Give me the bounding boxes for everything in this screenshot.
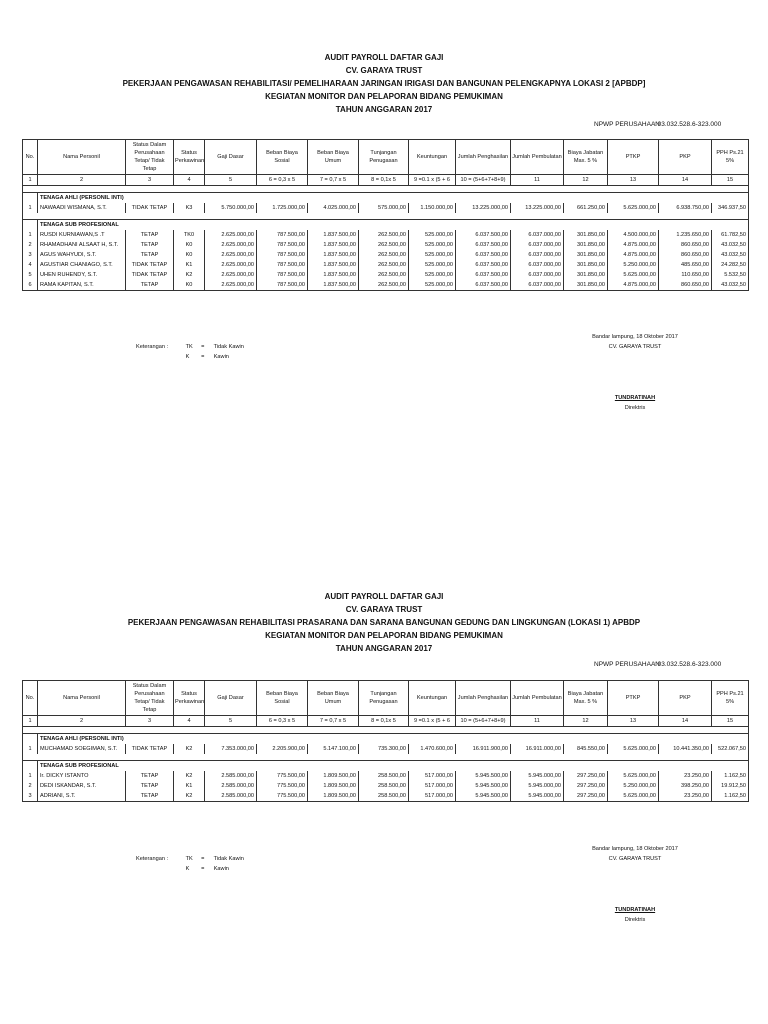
cell-value: 262.500,00 <box>359 230 409 240</box>
col-number: 9 =0.1 x (5 + 6 <box>409 175 456 186</box>
cell-no: 4 <box>23 260 38 270</box>
col-number: 3 <box>126 716 174 727</box>
cell-no: 6 <box>23 280 38 291</box>
cell-value: 2.625.000,00 <box>205 260 257 270</box>
col-header: Jumlah Pembulatan <box>511 140 564 175</box>
legend-text: Kawin <box>213 354 229 360</box>
cell-no: 3 <box>23 250 38 260</box>
cell-status: TIDAK TETAP <box>126 270 174 280</box>
cell-value: 6.037.000,00 <box>511 230 564 240</box>
col-header: Jumlah Penghasilan <box>456 140 511 175</box>
cell-value: 775.500,00 <box>257 771 308 781</box>
col-number: 2 <box>38 175 126 186</box>
col-header: PTKP <box>608 140 659 175</box>
col-number: 13 <box>608 716 659 727</box>
col-number: 12 <box>564 716 608 727</box>
cell-value: 398.250,00 <box>659 781 712 791</box>
col-number: 10 = (5+6+7+8+9) <box>456 175 511 186</box>
fiscal-year: TAHUN ANGGARAN 2017 <box>335 644 433 653</box>
cell-value: 5.625.000,00 <box>608 771 659 781</box>
col-header: Status Perkawinan <box>174 681 205 716</box>
cell-name: UHEN RUHENDY, S.T. <box>38 270 126 280</box>
col-header: Keuntungan <box>409 681 456 716</box>
cell-value: 2.625.000,00 <box>205 230 257 240</box>
group-row <box>23 220 749 231</box>
cell-value: 6.938.750,00 <box>659 203 712 213</box>
col-header: Status Dalam Perusahaan Tetap/ Tidak Tetap <box>126 140 174 175</box>
col-number: 5 <box>205 175 257 186</box>
cell-value: 5.147.100,00 <box>308 744 359 754</box>
col-number: 3 <box>126 175 174 186</box>
col-header: Status Dalam Perusahaan Tetap/ Tidak Tetap <box>126 681 174 716</box>
cell-value: 787.500,00 <box>257 250 308 260</box>
cell-value: 2.205.900,00 <box>257 744 308 754</box>
cell-value: 5.945.000,00 <box>511 791 564 802</box>
signature-company: CV. GARAYA TRUST <box>608 344 662 350</box>
cell-value: 485.650,00 <box>659 260 712 270</box>
col-header: PPH Ps.21 5% <box>712 140 749 175</box>
cell-value: 2.625.000,00 <box>205 280 257 291</box>
cell-value: 5.625.000,00 <box>608 744 659 754</box>
cell-status: TETAP <box>126 250 174 260</box>
cell-value: 262.500,00 <box>359 270 409 280</box>
cell-value: 5.250.000,00 <box>608 260 659 270</box>
cell-value: 7.353.000,00 <box>205 744 257 754</box>
legend-code: K <box>185 866 190 872</box>
cell-status: TETAP <box>126 240 174 250</box>
cell-value: 4.875.000,00 <box>608 250 659 260</box>
col-header: Tunjangan Penugasan <box>359 681 409 716</box>
cell-name: RAMA KAPITAN, S.T. <box>38 280 126 291</box>
col-number: 6 = 0,3 x 5 <box>257 175 308 186</box>
cell-no: 3 <box>23 791 38 802</box>
group-label-expert: TENAGA AHLI (PERSONIL INTI) <box>38 193 749 204</box>
table-row <box>23 230 749 240</box>
cell-marital: K2 <box>174 791 205 802</box>
cell-marital: K1 <box>174 260 205 270</box>
col-header: Tunjangan Penugasan <box>359 140 409 175</box>
cell-value: 6.037.500,00 <box>456 240 511 250</box>
col-header: Gaji Dasar <box>205 140 257 175</box>
document-header <box>0 51 768 116</box>
cell-value: 19.912,50 <box>712 781 749 791</box>
cell-value: 525.000,00 <box>409 270 456 280</box>
cell-value: 5.945.500,00 <box>456 791 511 802</box>
legend-eq: = <box>201 354 205 360</box>
cell-value: 1.837.500,00 <box>308 270 359 280</box>
cell-no: 5 <box>23 270 38 280</box>
cell-value: 346.937,50 <box>712 203 749 213</box>
col-number: 8 = 0,1x 5 <box>359 716 409 727</box>
cell-value: 1.235.650,00 <box>659 230 712 240</box>
table-row <box>23 771 749 781</box>
table-row <box>23 260 749 270</box>
cell-marital: TK0 <box>174 230 205 240</box>
cell-value: 1.837.500,00 <box>308 230 359 240</box>
cell-value: 258.500,00 <box>359 791 409 802</box>
cell-value: 2.625.000,00 <box>205 270 257 280</box>
cell-value: 5.750.000,00 <box>205 203 257 213</box>
cell-value: 1.809.500,00 <box>308 781 359 791</box>
cell-value: 110.650,00 <box>659 270 712 280</box>
cell-value: 43.032,50 <box>712 280 749 291</box>
cell-value: 258.500,00 <box>359 781 409 791</box>
cell-marital: K0 <box>174 250 205 260</box>
cell-marital: K2 <box>174 270 205 280</box>
cell-value: 43.032,50 <box>712 240 749 250</box>
cell-value: 2.625.000,00 <box>205 250 257 260</box>
npwp-value: : 03.032.528.6-323.000 <box>654 661 722 668</box>
cell-name: MUCHAMAD SOEGIMAN, S.T. <box>38 744 126 754</box>
legend-text: Tidak Kawin <box>213 344 244 350</box>
cell-value: 787.500,00 <box>257 240 308 250</box>
spacer-row <box>23 186 749 193</box>
cell-value: 522.067,50 <box>712 744 749 754</box>
cell-value: 6.037.500,00 <box>456 260 511 270</box>
legend-eq: = <box>201 856 205 862</box>
col-header: Biaya Jabatan Max. 5 % <box>564 681 608 716</box>
cell-name: AGUSTIAR CHANIAGO, S.T. <box>38 260 126 270</box>
table-row <box>23 781 749 791</box>
col-number: 11 <box>511 716 564 727</box>
group-label-sub: TENAGA SUB PROFESIONAL <box>38 761 749 772</box>
cell-value: 1.150.000,00 <box>409 203 456 213</box>
col-number: 2 <box>38 716 126 727</box>
cell-value: 1.470.600,00 <box>409 744 456 754</box>
cell-value: 4.025.000,00 <box>308 203 359 213</box>
signer-name: TUNDRATINAH <box>614 907 656 913</box>
legend-label: Keterangan : <box>136 856 169 862</box>
cell-no: 1 <box>23 744 38 754</box>
spacer-row <box>23 727 749 734</box>
project-title: PEKERJAAN PENGAWASAN REHABILITASI PRASARANA DAN SARANA BANGUNAN GEDUNG DAN LINGKUNGAN (LOKASI 1) APBDP <box>127 618 641 627</box>
cell-name: NAWAADI WISMANA, S.T. <box>38 203 126 213</box>
cell-marital: K1 <box>174 781 205 791</box>
cell-value: 301.850,00 <box>564 260 608 270</box>
cell-value: 5.250.000,00 <box>608 781 659 791</box>
col-number: 13 <box>608 175 659 186</box>
cell-value: 1.837.500,00 <box>308 240 359 250</box>
col-number: 15 <box>712 716 749 727</box>
cell-marital: K0 <box>174 280 205 291</box>
document-header <box>0 590 768 655</box>
cell-name: AGUS WAHYUDI, S.T. <box>38 250 126 260</box>
cell-value: 860.650,00 <box>659 280 712 291</box>
col-number: 8 = 0,1x 5 <box>359 175 409 186</box>
npwp-label: NPWP PERUSAHAAN <box>594 661 660 668</box>
npwp-line <box>594 661 722 668</box>
cell-status: TIDAK TETAP <box>126 260 174 270</box>
cell-value: 5.532,50 <box>712 270 749 280</box>
table-row <box>23 280 749 291</box>
cell-value: 10.441.350,00 <box>659 744 712 754</box>
cell-value: 517.000,00 <box>409 791 456 802</box>
cell-value: 6.037.000,00 <box>511 280 564 291</box>
legend-code: TK <box>185 344 193 350</box>
cell-value: 575.000,00 <box>359 203 409 213</box>
col-header: Keuntungan <box>409 140 456 175</box>
legend-eq: = <box>201 866 205 872</box>
cell-no: 1 <box>23 230 38 240</box>
payroll-table <box>22 680 749 802</box>
cell-value: 787.500,00 <box>257 260 308 270</box>
table-row <box>23 240 749 250</box>
cell-value: 24.282,50 <box>712 260 749 270</box>
col-header: No. <box>23 681 38 716</box>
col-number: 14 <box>659 716 712 727</box>
table-row <box>23 791 749 802</box>
cell-value: 16.911.900,00 <box>456 744 511 754</box>
activity-title: KEGIATAN MONITOR DAN PELAPORAN BIDANG PEMUKIMAN <box>265 92 503 101</box>
legend <box>136 342 244 362</box>
cell-value: 2.585.000,00 <box>205 791 257 802</box>
cell-value: 860.650,00 <box>659 250 712 260</box>
cell-value: 262.500,00 <box>359 250 409 260</box>
col-number: 15 <box>712 175 749 186</box>
signer-role: Direktris <box>624 405 646 411</box>
cell-value: 775.500,00 <box>257 781 308 791</box>
doc-title: AUDIT PAYROLL DAFTAR GAJI <box>324 53 444 62</box>
cell-value: 1.837.500,00 <box>308 260 359 270</box>
cell-name: Ir. DICKY ISTANTO <box>38 771 126 781</box>
cell-value: 6.037.500,00 <box>456 280 511 291</box>
cell-value: 301.850,00 <box>564 280 608 291</box>
npwp-line <box>594 121 722 128</box>
legend-eq: = <box>201 344 205 350</box>
cell-value: 517.000,00 <box>409 781 456 791</box>
col-header: Beban Biaya Umum <box>308 681 359 716</box>
cell-value: 525.000,00 <box>409 230 456 240</box>
cell-value: 301.850,00 <box>564 270 608 280</box>
group-row <box>23 193 749 204</box>
cell-value: 23.250,00 <box>659 771 712 781</box>
cell-value: 1.809.500,00 <box>308 771 359 781</box>
company-name: CV. GARAYA TRUST <box>345 66 423 75</box>
project-title: PEKERJAAN PENGAWASAN REHABILITASI/ PEMELIHARAAN JARINGAN IRIGASI DAN BANGUNAN PELENGKAPNYA LOKASI 2 [APBDP] <box>122 79 646 88</box>
cell-value: 1.162,50 <box>712 771 749 781</box>
column-number-row <box>23 716 749 727</box>
col-header: Nama Personil <box>38 140 126 175</box>
place-date: Bandar lampung, 18 Oktober 2017 <box>592 846 678 852</box>
cell-marital: K2 <box>174 744 205 754</box>
cell-value: 61.782,50 <box>712 230 749 240</box>
cell-value: 525.000,00 <box>409 240 456 250</box>
col-header: No. <box>23 140 38 175</box>
col-header: Beban Biaya Umum <box>308 140 359 175</box>
npwp-label: NPWP PERUSAHAAN <box>594 121 660 128</box>
cell-status: TETAP <box>126 791 174 802</box>
col-header: PTKP <box>608 681 659 716</box>
col-number: 9 =0.1 x (5 + 6 <box>409 716 456 727</box>
table-row <box>23 744 749 754</box>
cell-value: 5.945.000,00 <box>511 771 564 781</box>
cell-value: 775.500,00 <box>257 791 308 802</box>
col-header: PKP <box>659 681 712 716</box>
cell-value: 5.625.000,00 <box>608 270 659 280</box>
table-row <box>23 250 749 260</box>
cell-value: 525.000,00 <box>409 280 456 291</box>
cell-value: 787.500,00 <box>257 270 308 280</box>
cell-value: 6.037.000,00 <box>511 240 564 250</box>
cell-marital: K0 <box>174 240 205 250</box>
cell-value: 1.837.500,00 <box>308 250 359 260</box>
cell-no: 2 <box>23 240 38 250</box>
cell-value: 6.037.000,00 <box>511 260 564 270</box>
legend-text: Tidak Kawin <box>213 856 244 862</box>
cell-value: 301.850,00 <box>564 250 608 260</box>
fiscal-year: TAHUN ANGGARAN 2017 <box>335 105 433 114</box>
cell-value: 6.037.000,00 <box>511 270 564 280</box>
col-number: 7 = 0,7 x 5 <box>308 716 359 727</box>
activity-title: KEGIATAN MONITOR DAN PELAPORAN BIDANG PEMUKIMAN <box>265 631 503 640</box>
header-row <box>23 681 749 716</box>
cell-status: TIDAK TETAP <box>126 744 174 754</box>
cell-value: 43.032,50 <box>712 250 749 260</box>
col-number: 10 = (5+6+7+8+9) <box>456 716 511 727</box>
col-header: Jumlah Pembulatan <box>511 681 564 716</box>
cell-value: 1.837.500,00 <box>308 280 359 291</box>
cell-value: 301.850,00 <box>564 240 608 250</box>
cell-value: 258.500,00 <box>359 771 409 781</box>
table-row <box>23 270 749 280</box>
cell-value: 6.037.500,00 <box>456 270 511 280</box>
cell-value: 2.585.000,00 <box>205 771 257 781</box>
cell-value: 525.000,00 <box>409 250 456 260</box>
payroll-table <box>22 139 749 291</box>
cell-value: 845.550,00 <box>564 744 608 754</box>
col-number: 12 <box>564 175 608 186</box>
cell-value: 13.225.000,00 <box>456 203 511 213</box>
cell-value: 2.625.000,00 <box>205 240 257 250</box>
cell-value: 13.225.000,00 <box>511 203 564 213</box>
col-header: Biaya Jabatan Max. 5 % <box>564 140 608 175</box>
column-number-row <box>23 175 749 186</box>
cell-value: 6.037.500,00 <box>456 250 511 260</box>
cell-no: 1 <box>23 771 38 781</box>
col-number: 4 <box>174 175 205 186</box>
cell-value: 5.625.000,00 <box>608 203 659 213</box>
npwp-value: : 03.032.528.6-323.000 <box>654 121 722 128</box>
col-header: Status Perkawinan <box>174 140 205 175</box>
signer-role: Direktris <box>624 917 646 923</box>
cell-value: 661.250,00 <box>564 203 608 213</box>
legend-label: Keterangan : <box>136 344 169 350</box>
col-number: 6 = 0,3 x 5 <box>257 716 308 727</box>
cell-no: 2 <box>23 781 38 791</box>
cell-value: 297.250,00 <box>564 771 608 781</box>
cell-value: 6.037.500,00 <box>456 230 511 240</box>
cell-value: 787.500,00 <box>257 280 308 291</box>
signature-company: CV. GARAYA TRUST <box>608 856 662 862</box>
cell-value: 5.625.000,00 <box>608 791 659 802</box>
cell-value: 787.500,00 <box>257 230 308 240</box>
col-header: PPH Ps.21 5% <box>712 681 749 716</box>
group-row <box>23 761 749 772</box>
col-number: 4 <box>174 716 205 727</box>
cell-value: 16.911.000,00 <box>511 744 564 754</box>
cell-value: 525.000,00 <box>409 260 456 270</box>
cell-value: 4.875.000,00 <box>608 280 659 291</box>
col-number: 1 <box>23 716 38 727</box>
cell-value: 297.250,00 <box>564 781 608 791</box>
col-header: Jumlah Penghasilan <box>456 681 511 716</box>
group-label-expert: TENAGA AHLI (PERSONIL INTI) <box>38 734 749 745</box>
col-header: Beban Biaya Sosial <box>257 140 308 175</box>
cell-no: 1 <box>23 203 38 213</box>
doc-title: AUDIT PAYROLL DAFTAR GAJI <box>324 592 444 601</box>
cell-value: 5.945.000,00 <box>511 781 564 791</box>
header-row <box>23 140 749 175</box>
company-name: CV. GARAYA TRUST <box>345 605 423 614</box>
cell-value: 4.500.000,00 <box>608 230 659 240</box>
col-number: 7 = 0,7 x 5 <box>308 175 359 186</box>
place-date: Bandar lampung, 18 Oktober 2017 <box>592 334 678 340</box>
cell-marital: K3 <box>174 203 205 213</box>
cell-value: 23.250,00 <box>659 791 712 802</box>
cell-status: TETAP <box>126 230 174 240</box>
col-number: 1 <box>23 175 38 186</box>
cell-value: 5.945.500,00 <box>456 771 511 781</box>
cell-status: TETAP <box>126 280 174 291</box>
col-header: Gaji Dasar <box>205 681 257 716</box>
col-header: Beban Biaya Sosial <box>257 681 308 716</box>
cell-value: 5.945.500,00 <box>456 781 511 791</box>
cell-value: 262.500,00 <box>359 260 409 270</box>
group-label-sub: TENAGA SUB PROFESIONAL <box>38 220 749 231</box>
cell-name: DEDI ISKANDAR, S.T. <box>38 781 126 791</box>
table-row <box>23 203 749 213</box>
col-header: PKP <box>659 140 712 175</box>
cell-value: 301.850,00 <box>564 230 608 240</box>
cell-value: 860.650,00 <box>659 240 712 250</box>
legend <box>136 854 244 874</box>
col-header: Nama Personil <box>38 681 126 716</box>
cell-value: 262.500,00 <box>359 240 409 250</box>
col-number: 11 <box>511 175 564 186</box>
cell-value: 517.000,00 <box>409 771 456 781</box>
legend-code: K <box>185 354 190 360</box>
cell-value: 1.725.000,00 <box>257 203 308 213</box>
cell-value: 262.500,00 <box>359 280 409 291</box>
cell-status: TETAP <box>126 771 174 781</box>
cell-status: TIDAK TETAP <box>126 203 174 213</box>
cell-value: 6.037.000,00 <box>511 250 564 260</box>
cell-name: ADRIANI, S.T. <box>38 791 126 802</box>
group-row <box>23 734 749 745</box>
legend-code: TK <box>185 856 193 862</box>
cell-name: RUSDI KURNIAWAN,S .T <box>38 230 126 240</box>
col-number: 5 <box>205 716 257 727</box>
legend-text: Kawin <box>213 866 229 872</box>
cell-value: 1.162,50 <box>712 791 749 802</box>
cell-value: 2.585.000,00 <box>205 781 257 791</box>
cell-status: TETAP <box>126 781 174 791</box>
signer-name: TUNDRATINAH <box>614 395 656 401</box>
cell-name: RHAMADHANI ALSAAT H, S.T. <box>38 240 126 250</box>
cell-value: 735.300,00 <box>359 744 409 754</box>
col-number: 14 <box>659 175 712 186</box>
cell-value: 1.809.500,00 <box>308 791 359 802</box>
cell-value: 4.875.000,00 <box>608 240 659 250</box>
cell-value: 297.250,00 <box>564 791 608 802</box>
cell-marital: K2 <box>174 771 205 781</box>
